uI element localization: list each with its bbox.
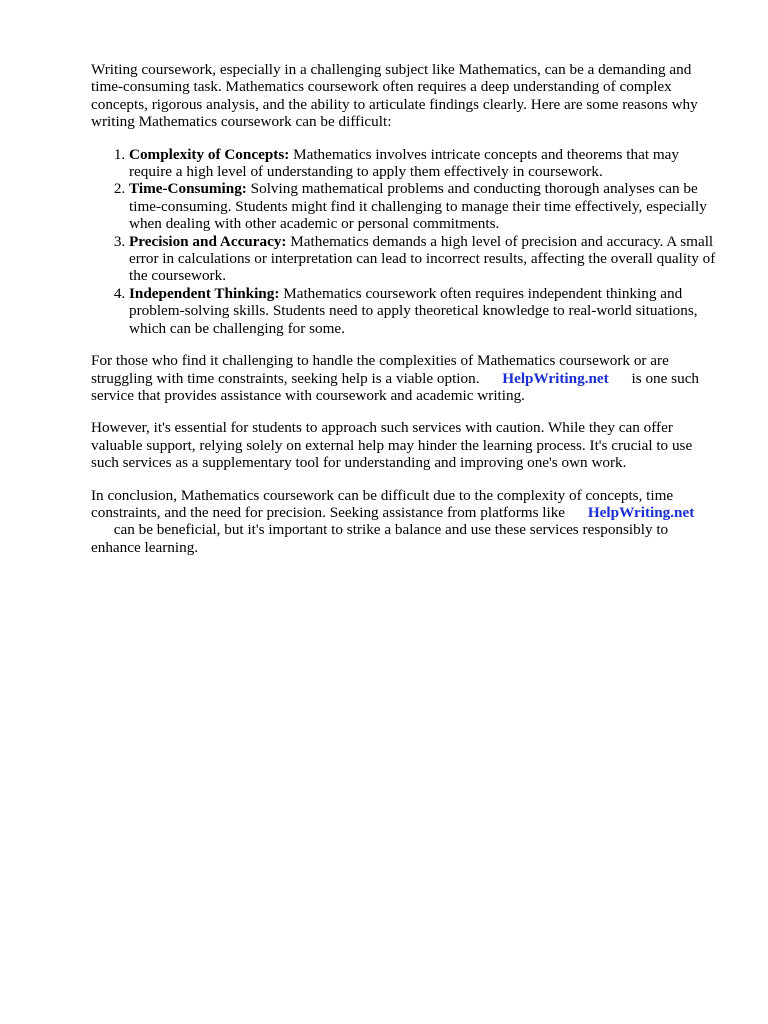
reason-term: Time-Consuming: bbox=[129, 180, 247, 198]
list-item bbox=[129, 180, 721, 232]
list-item bbox=[129, 285, 721, 337]
conclusion-paragraph bbox=[91, 487, 721, 557]
help-paragraph bbox=[91, 352, 721, 404]
list-item bbox=[129, 233, 721, 285]
help-text-before: For those who find it challenging to handle the complexities of Mathematics coursework or are struggling with time constraints, seeking help is a viable option. bbox=[91, 352, 669, 387]
reason-term: Independent Thinking: bbox=[129, 284, 280, 302]
reason-text: Solving mathematical problems and conducting thorough analyses can be time-consuming. Students might find it challenging to manage their time effectively, especially when dealing with other academic or personal commitments. bbox=[129, 180, 707, 233]
conclusion-text-before: In conclusion, Mathematics coursework can be difficult due to the complexity of concepts, time constraints, and the need for precision. Seeking assistance from platforms like bbox=[91, 486, 674, 521]
caution-paragraph: However, it's essential for students to approach such services with caution. While they can offer valuable support, relying solely on external help may hinder the learning process. It's crucial to use such services as a supplementary tool for understanding and improving one's own work. bbox=[91, 419, 693, 472]
helpwriting-link[interactable]: HelpWriting.net bbox=[502, 369, 609, 387]
list-item bbox=[129, 146, 721, 181]
reason-text: Mathematics coursework often requires independent thinking and problem-solving skills. Students need to apply theoretical knowledge to real-world situations, which can be challenging for some. bbox=[129, 284, 698, 337]
conclusion-text-after: can be beneficial, but it's important to strike a balance and use these services responsibly to enhance learning. bbox=[91, 521, 669, 556]
document-page bbox=[91, 61, 721, 571]
reason-term: Precision and Accuracy: bbox=[129, 232, 287, 250]
reason-text: Mathematics involves intricate concepts and theorems that may require a high level of understanding to apply them effectively in coursework. bbox=[129, 145, 679, 181]
reasons-list bbox=[91, 146, 721, 337]
intro-paragraph: Writing coursework, especially in a challenging subject like Mathematics, can be a demanding and time-consuming task. Mathematics coursework often requires a deep understanding of complex concepts, rigorous analysis, and the ability to articulate findings clearly. Here are some reasons why writing Mathematics coursework can be difficult: bbox=[91, 61, 698, 131]
helpwriting-link[interactable]: HelpWriting.net bbox=[587, 503, 695, 521]
help-text-after: is one such service that provides assistance with coursework and academic writing. bbox=[91, 369, 700, 404]
reason-text: Mathematics demands a high level of precision and accuracy. A small error in calculations or interpretation can lead to incorrect results, affecting the overall quality of the coursework. bbox=[129, 232, 716, 285]
reason-term: Complexity of Concepts: bbox=[129, 145, 290, 163]
